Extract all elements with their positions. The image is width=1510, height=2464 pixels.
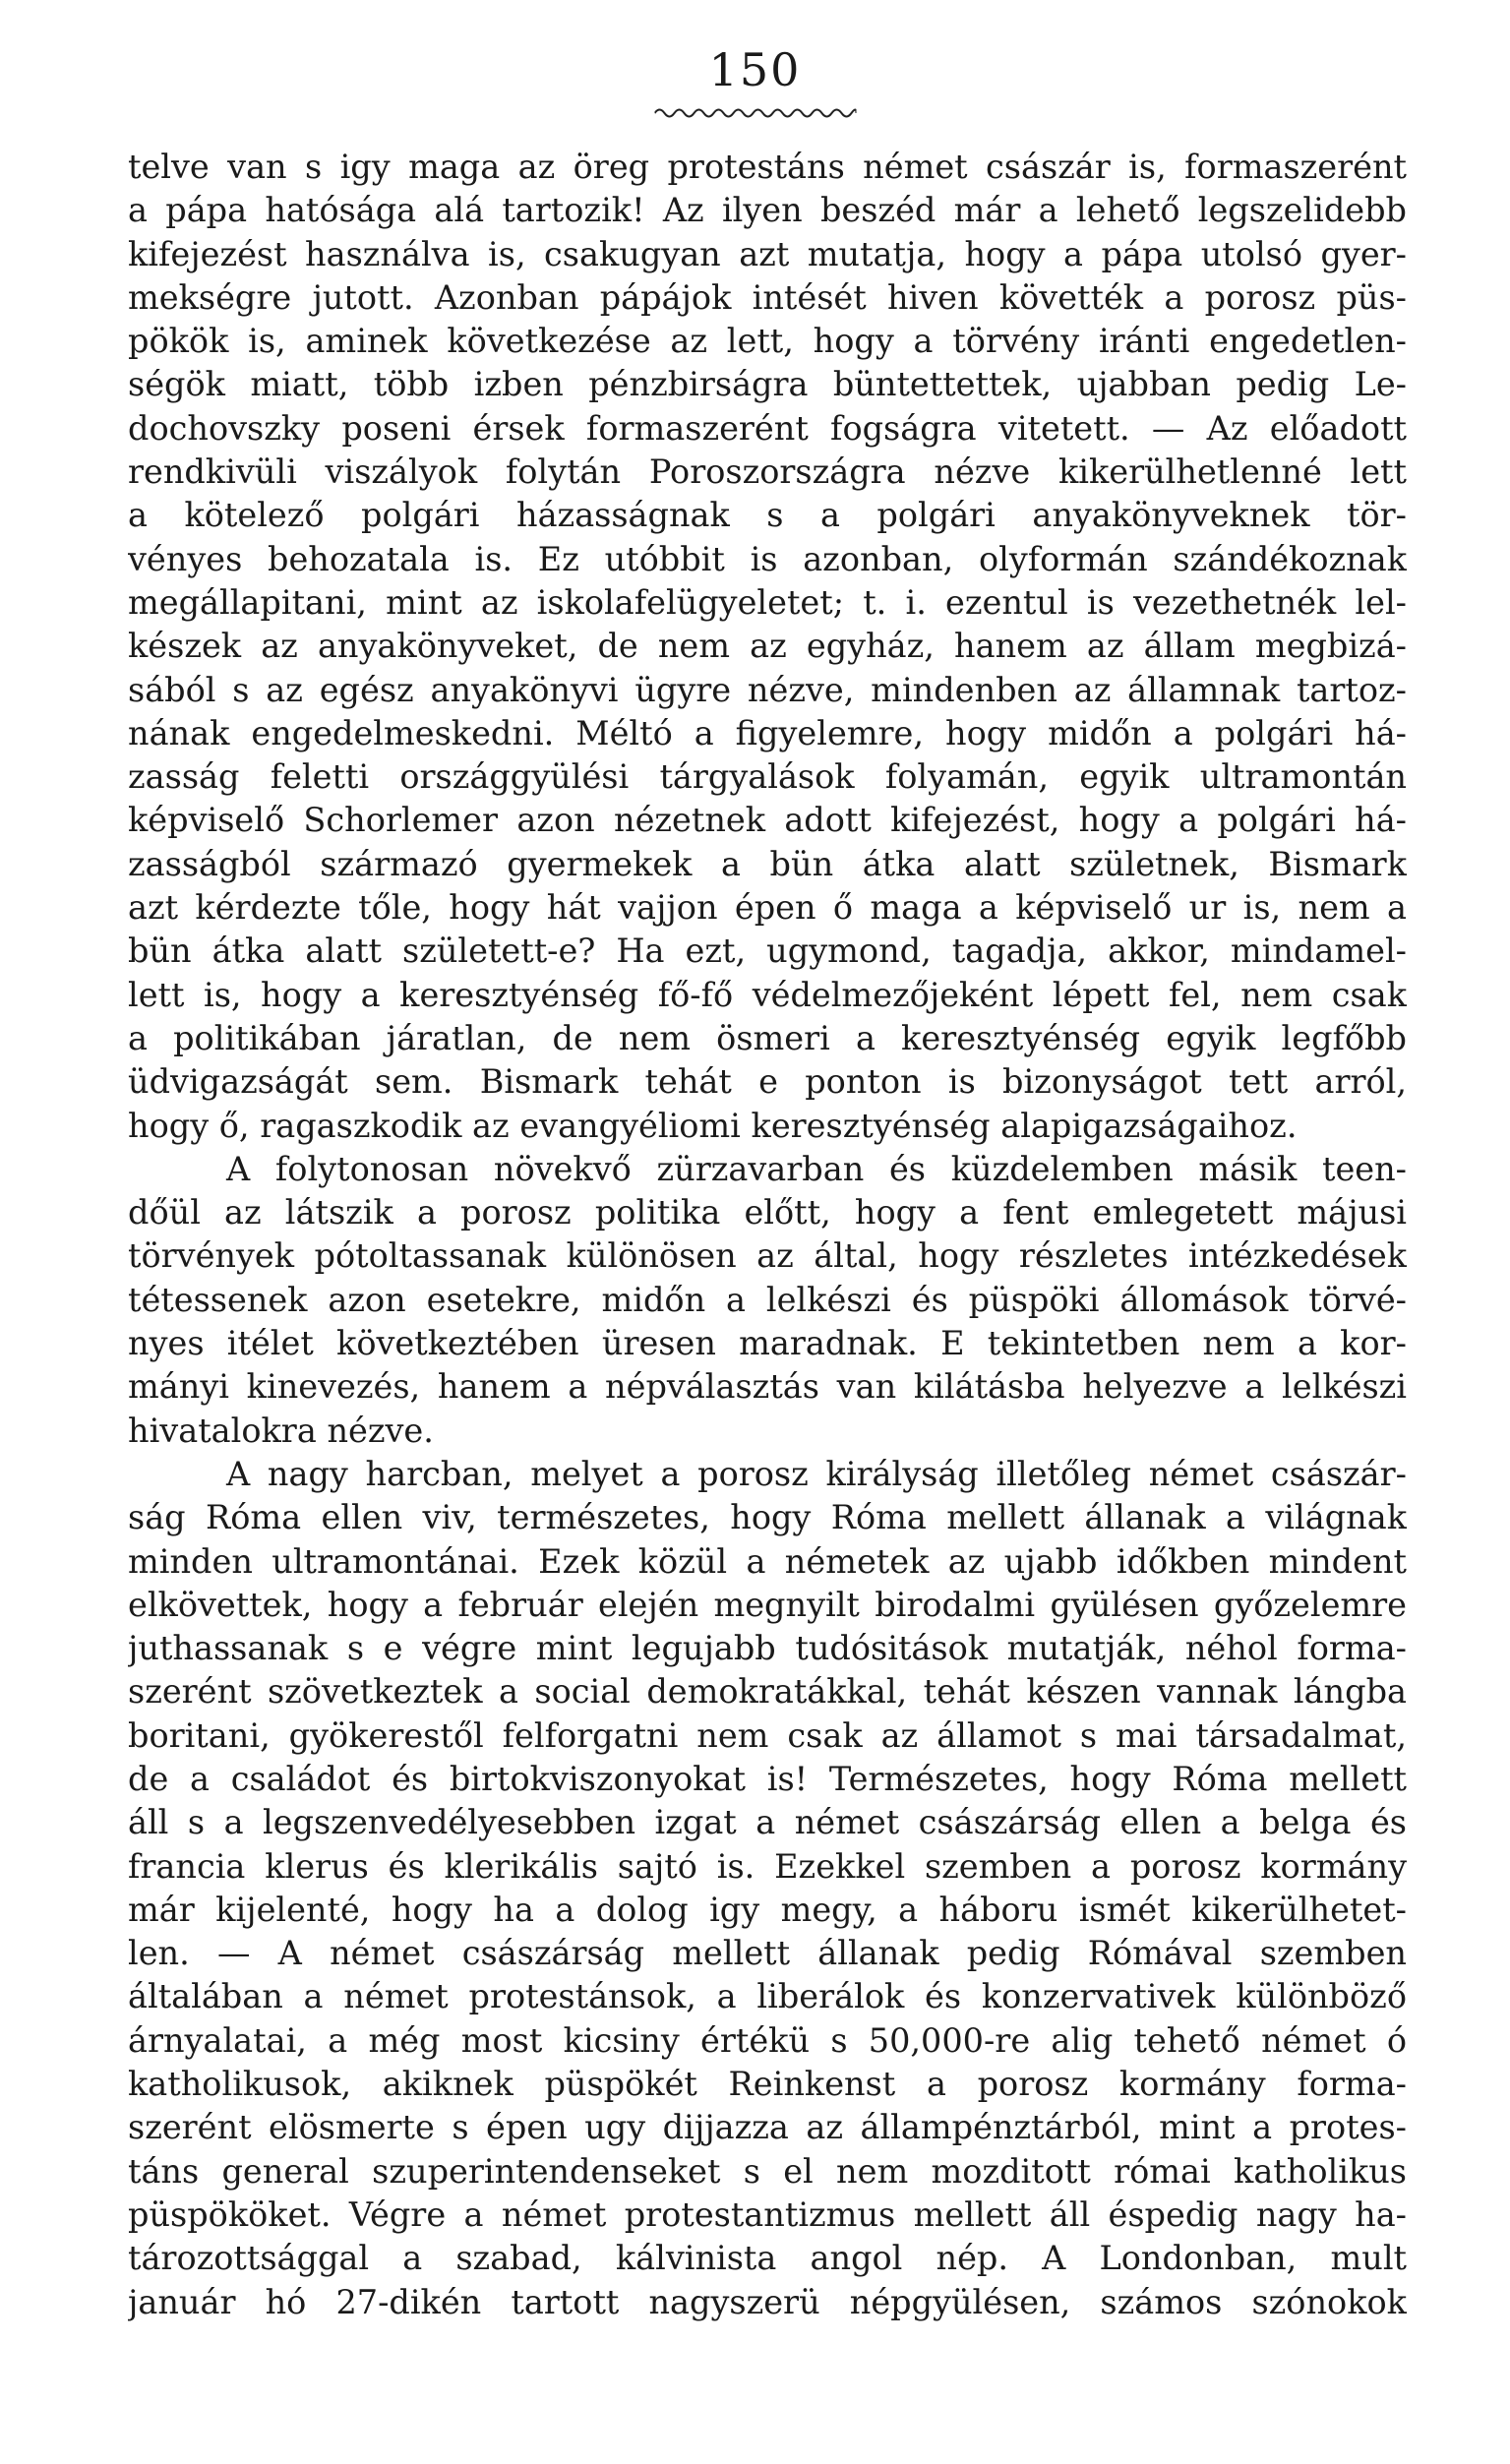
- text-line: minden ultramontánai. Ezek közül a németek az ujabb időkben mindent: [128, 1541, 1407, 1581]
- body-text: [128, 146, 1407, 2324]
- text-line: dochovszky poseni érsek formaszerént fogságra vitetett. — Az előadott: [128, 408, 1407, 448]
- text-line: juthassanak s e végre mint legujabb tudósitások mutatják, néhol forma-: [128, 1629, 1407, 1668]
- text-line: lett is, hogy a keresztyénség fő-fő védelmezőjeként lépett fel, nem csak: [128, 975, 1407, 1014]
- text-line: törvények pótoltassanak különösen az által, hogy részletes intézkedések: [128, 1236, 1407, 1276]
- text-line: készek az anyakönyveket, de nem az egyház, hanem az állam megbizá-: [128, 627, 1407, 666]
- text-line: megállapitani, mint az iskolafelügyeletet; t. i. ezentul is vezethetnék lel-: [128, 582, 1407, 622]
- text-line: üdvigazságát sem. Bismark tehát e ponton is bizonyságot tett arról,: [128, 1062, 1407, 1102]
- text-line: hogy ő, ragaszkodik az evangyéliomi keresztyénség alapigazságaihoz.: [128, 1106, 1298, 1145]
- text-line: kifejezést használva is, csakugyan azt mutatja, hogy a pápa utolsó gyer-: [128, 234, 1407, 273]
- text-line: mányi kinevezés, hanem a népválasztás van kilátásba helyezve a lelkészi: [128, 1367, 1407, 1407]
- text-line: vényes behozatala is. Ez utóbbit is azonban, olyformán szándékoznak: [128, 539, 1407, 578]
- text-line: zasságból származó gyermekek a bün átka alatt születnek, Bismark: [128, 844, 1407, 883]
- text-line: árnyalatai, a még most kicsiny értékü s 50,000-re alig tehető német ó: [128, 2020, 1407, 2060]
- text-line: A nagy harcban, melyet a porosz királyság illetőleg német császár-: [226, 1454, 1407, 1493]
- text-line: ségök miatt, több izben pénzbirságra büntettettek, ujabban pedig Le-: [128, 365, 1407, 404]
- text-line: hivatalokra nézve.: [128, 1411, 434, 1450]
- text-line: képviselő Schorlemer azon nézetnek adott kifejezést, hogy a polgári há-: [128, 801, 1407, 840]
- text-line: általában a német protestánsok, a liberálok és konzervativek különböző: [128, 1977, 1407, 2016]
- text-line: dőül az látszik a porosz politika előtt, hogy a fent emlegetett májusi: [128, 1193, 1407, 1232]
- text-line: pökök is, aminek következése az lett, hogy a törvény iránti engedetlen-: [128, 322, 1407, 361]
- text-line: a kötelező polgári házasságnak s a polgári anyakönyveknek tör-: [128, 496, 1407, 535]
- text-line: boritani, gyökerestől felforgatni nem csak az államot s mai társadalmat,: [128, 1715, 1407, 1755]
- text-line: táns general szuperintendenseket s el nem mozditott római katholikus: [128, 2151, 1407, 2191]
- text-line: szerént elösmerte s épen ugy dijjazza az állampénztárból, mint a protes-: [128, 2108, 1407, 2147]
- text-line: nának engedelmeskedni. Méltó a figyelemre, hogy midőn a polgári há-: [128, 713, 1407, 752]
- wavy-rule-ornament: [654, 106, 856, 120]
- text-line: püspököket. Végre a német protestantizmus mellett áll éspedig nagy ha-: [128, 2194, 1407, 2234]
- text-line: a politikában járatlan, de nem ösmeri a keresztyénség egyik legfőbb: [128, 1018, 1407, 1057]
- text-line: katholikusok, akiknek püspökét Reinkenst a porosz kormány forma-: [128, 2065, 1407, 2104]
- text-line: már kijelenté, hogy ha a dolog igy megy, a háboru ismét kikerülhetet-: [128, 1890, 1407, 1929]
- text-line: telve van s igy maga az öreg protestáns német császár is, formaszerént: [128, 148, 1407, 186]
- text-line: rendkivüli viszályok folytán Poroszországra nézve kikerülhetlenné lett: [128, 452, 1407, 492]
- text-line: elkövettek, hogy a február elején megnyilt birodalmi gyülésen győzelemre: [128, 1585, 1407, 1624]
- text-line: len. — A német császárság mellett állanak pedig Rómával szemben: [128, 1934, 1407, 1973]
- text-line: tározottsággal a szabad, kálvinista angol nép. A Londonban, mult: [128, 2239, 1407, 2278]
- text-line: áll s a legszenvedélyesebben izgat a német császárság ellen a belga és: [128, 1803, 1407, 1842]
- text-line: azt kérdezte tőle, hogy hát vajjon épen ő maga a képviselő ur is, nem a: [128, 888, 1407, 928]
- text-line: a pápa hatósága alá tartozik! Az ilyen beszéd már a lehető legszelidebb: [128, 191, 1407, 230]
- text-line: mekségre jutott. Azonban pápájok intését hiven követték a porosz püs-: [128, 277, 1407, 317]
- text-line: A folytonosan növekvő zürzavarban és küzdelemben másik teen-: [226, 1149, 1407, 1188]
- text-line: zasság feletti országgyülési tárgyalások folyamán, egyik ultramontán: [128, 757, 1407, 797]
- text-line: de a családot és birtokviszonyokat is! Természetes, hogy Róma mellett: [128, 1759, 1407, 1798]
- text-line: tétessenek azon esetekre, midőn a lelkészi és püspöki állomások törvé-: [128, 1280, 1407, 1319]
- page-number: 150: [708, 43, 802, 96]
- text-line: nyes itélet következtében üresen maradnak. E tekintetben nem a kor-: [128, 1324, 1407, 1363]
- text-line: sából s az egész anyakönyvi ügyre nézve, mindenben az államnak tartoz-: [128, 670, 1407, 709]
- text-line: szerént szövetkeztek a social demokratákkal, tehát készen vannak lángba: [128, 1672, 1407, 1712]
- text-line: ság Róma ellen viv, természetes, hogy Róma mellett állanak a világnak: [128, 1498, 1407, 1537]
- text-line: január hó 27-dikén tartott nagyszerü népgyülésen, számos szónokok: [128, 2282, 1407, 2321]
- text-line: bün átka alatt született-e? Ha ezt, ugymond, tagadja, akkor, mindamel-: [128, 932, 1407, 971]
- text-line: francia klerus és klerikális sajtó is. Ezekkel szemben a porosz kormány: [128, 1846, 1407, 1886]
